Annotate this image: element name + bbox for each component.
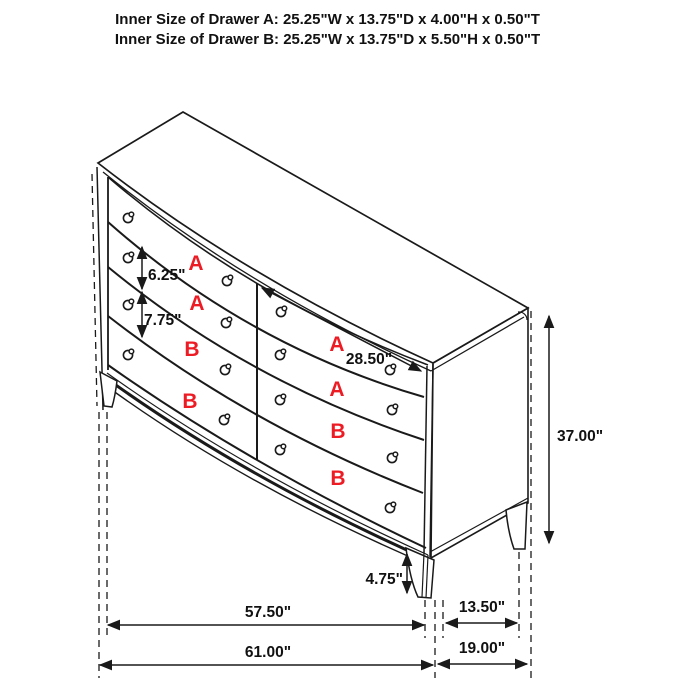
leg-height-value: 4.75" [365, 571, 403, 588]
drawer-knob-icon [221, 317, 231, 328]
dimension-front-leg-span [108, 604, 424, 625]
left-drawer-2-label: A [189, 292, 205, 315]
dimension-side-leg-span [446, 599, 517, 623]
side-leg-span-value: 13.50" [458, 599, 506, 616]
front-right-post-inner [424, 366, 427, 553]
drawer-a-inner-size-text: Inner Size of Drawer A: 25.25"W x 13.75"D x 4.00"H x 0.50"T [115, 11, 540, 28]
drawer-line-3 [108, 316, 423, 493]
back-right-leg [506, 502, 527, 549]
dimension-overall-depth [438, 640, 527, 664]
drawer-knob-icon [275, 349, 285, 360]
hidden-back-left-edge [92, 174, 97, 406]
dimension-overall-width [100, 644, 433, 665]
dresser-body [97, 112, 528, 598]
drawer-knob-icon [275, 394, 285, 405]
drawer-knob-icon [219, 414, 229, 425]
dimension-overall-height [549, 316, 603, 543]
drawer-knob-icon [123, 299, 133, 310]
overall-depth-value: 19.00" [458, 640, 506, 657]
drawer-width-value: 28.50" [345, 351, 393, 368]
molding-line-1 [107, 373, 428, 555]
drawer-knob-icon [220, 364, 230, 375]
left-drawer-3-label: B [184, 338, 200, 361]
dimension-leg-height [365, 554, 407, 593]
right-drawer-1-label: A [329, 333, 345, 356]
drawer-a-height-value: 6.25" [148, 267, 186, 284]
left-drawer-1-label: A [188, 252, 204, 275]
drawer-knob-icon [123, 349, 133, 360]
right-drawer-2-label: A [329, 378, 345, 401]
drawer-knob-icon [385, 502, 395, 512]
drawer-knob-icon [276, 306, 286, 317]
overall-height-value: 37.00" [557, 428, 604, 445]
drawer-b-height-value: 7.75" [144, 312, 182, 329]
right-drawer-3-label: B [330, 420, 346, 443]
front-leg-span-value: 57.50" [244, 604, 292, 621]
right-drawer-4-label: B [330, 467, 346, 490]
face-bottom-line [108, 365, 426, 548]
drawer-knob-icon [123, 252, 133, 263]
overall-width-value: 61.00" [244, 644, 292, 661]
drawer-knob-icon [275, 444, 285, 455]
drawer-knob-icon [387, 452, 397, 463]
drawer-knob-icon [387, 404, 397, 415]
drawer-knob-icon [222, 275, 232, 286]
dimension-drawer-a-height [142, 247, 186, 289]
bottom-molding [105, 373, 431, 566]
drawer-knob-icon [123, 212, 133, 223]
left-drawer-4-label: B [182, 390, 198, 413]
drawer-b-inner-size-text: Inner Size of Drawer B: 25.25"W x 13.75"D x 5.50"H x 0.50"T [114, 31, 541, 48]
